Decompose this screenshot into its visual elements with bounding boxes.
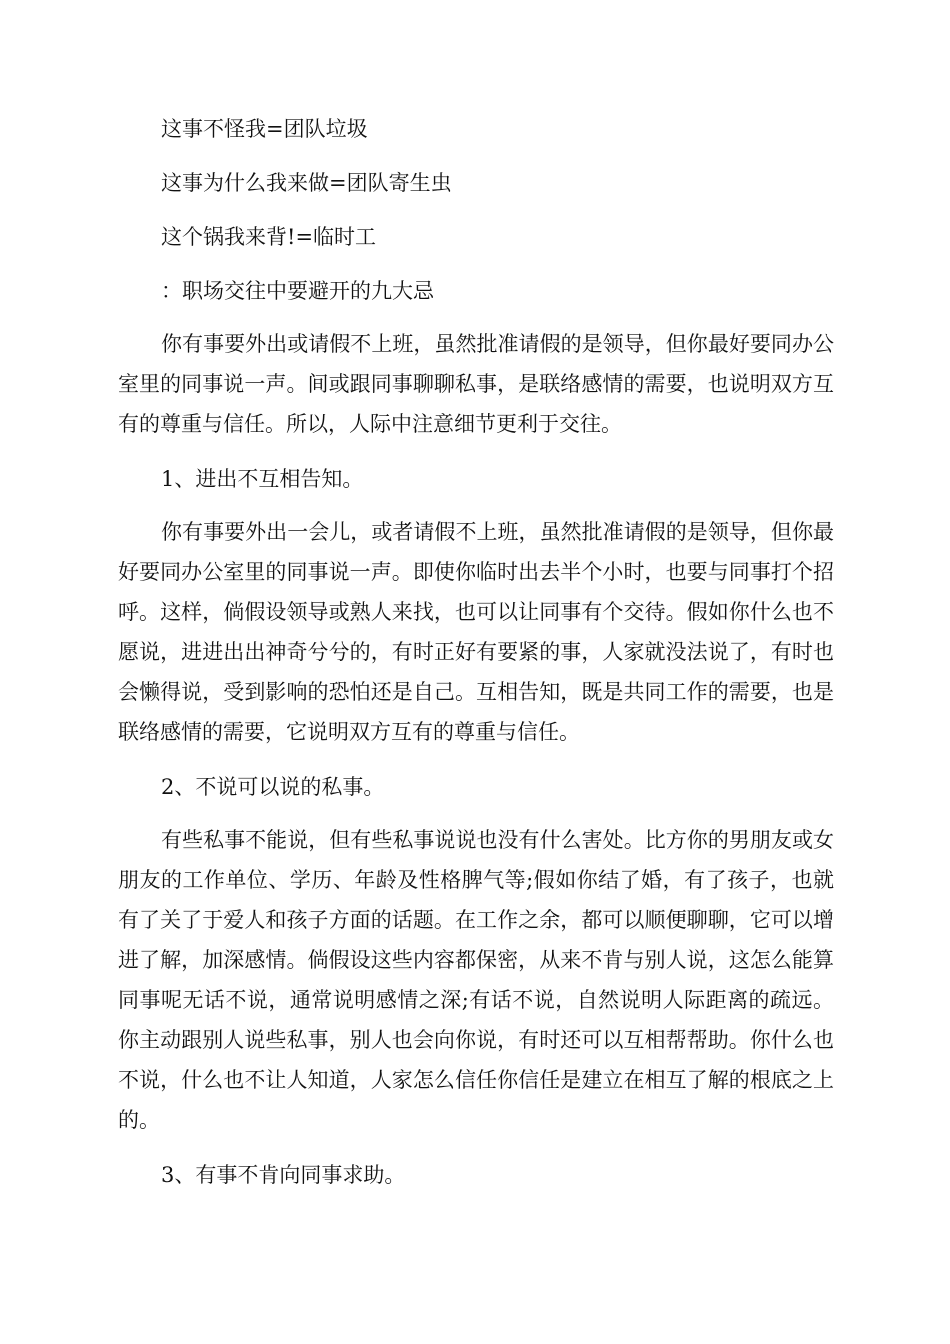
text-line: 这个锅我来背!=临时工 [161,225,377,249]
paragraph-1: 你有事要外出一会儿，或者请假不上班，虽然批准请假的是领导，但你最好要同办公室里的同事说一声。即使你临时出去半个小时，也要与同事打个招呼。这样，倘假设领导或熟人来找，也可以让同事有个交待。假如你什么也不愿说，进进出出神奇兮兮的，有时正好有要紧的事，人家就没法说了，有时也会懒得说，受到影响的恐怕还是自己。互相告知，既是共同工作的需要，也是联络感情的需要，它说明双方互有的尊重与信任。 [118,520,834,744]
section-title: ：职场交往中要避开的九大忌 [161,279,434,303]
text-line: 这事为什么我来做=团队寄生虫 [161,171,452,195]
heading-1: 1、进出不互相告知。 [161,467,364,491]
text-line: 这事不怪我=团队垃圾 [161,117,368,141]
document-page [118,108,834,1208]
paragraph-2: 有些私事不能说，但有些私事说说也没有什么害处。比方你的男朋友或女朋友的工作单位、学历、年龄及性格脾气等;假如你结了婚，有了孩子，也就有了关了于爱人和孩子方面的话题。在工作之余，都可以顺便聊聊，它可以增进了解，加深感情。倘假设这些内容都保密，从来不肯与别人说，这怎么能算同事呢无话不说，通常说明感情之深;有话不说，自然说明人际距离的疏远。你主动跟别人说些私事，别人也会向你说，有时还可以互相帮帮助。你什么也不说，什么也不让人知道，人家怎么信任你信任是建立在相互了解的根底之上的。 [118,828,834,1132]
heading-2: 2、不说可以说的私事。 [161,775,385,799]
intro-paragraph: 你有事要外出或请假不上班，虽然批准请假的是领导，但你最好要同办公室里的同事说一声。间或跟同事聊聊私事，是联络感情的需要，也说明双方互有的尊重与信任。所以，人际中注意细节更利于交往。 [118,332,834,436]
heading-3: 3、有事不肯向同事求助。 [161,1163,406,1187]
